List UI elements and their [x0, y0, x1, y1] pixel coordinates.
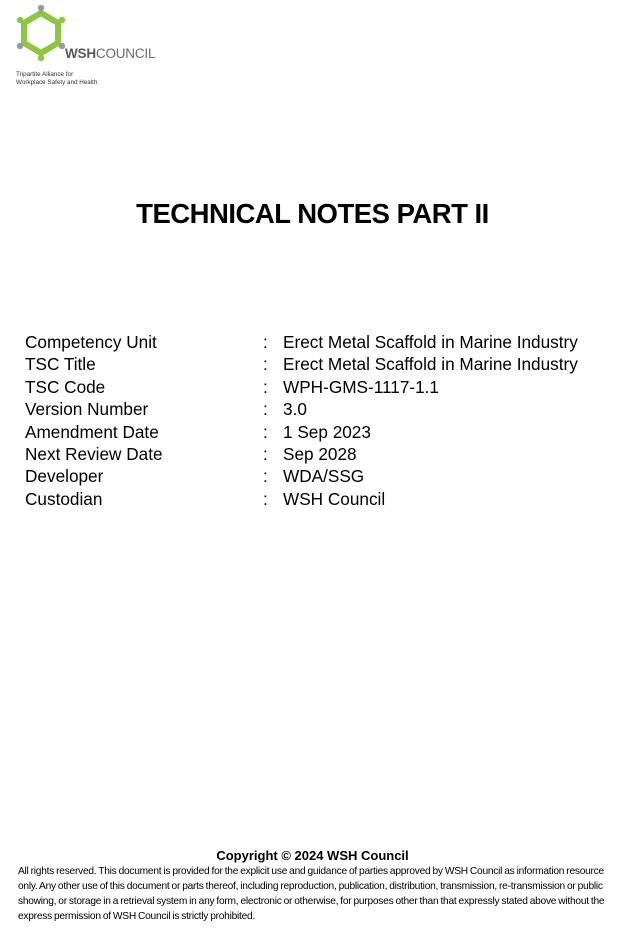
copyright-heading: Copyright © 2024 WSH Council: [216, 848, 409, 863]
detail-separator: :: [263, 376, 268, 397]
logo-tagline-line2: Workplace Safety and Health: [16, 79, 98, 86]
logo-tagline-line1: Tripartite Alliance for: [16, 71, 74, 78]
detail-separator: :: [263, 399, 268, 420]
detail-separator: :: [263, 466, 268, 487]
detail-label: TSC Title: [25, 354, 96, 375]
detail-row-tsc-title: [25, 353, 620, 375]
detail-label: Custodian: [25, 488, 103, 509]
detail-value: Erect Metal Scaffold in Marine Industry: [283, 354, 578, 375]
wsh-hexagon-icon: [15, 5, 67, 67]
detail-value: WSH Council: [283, 488, 386, 509]
detail-value: WPH-GMS-1117-1.1: [283, 376, 439, 397]
detail-separator: :: [263, 421, 268, 442]
logo-word-light: COUNCIL: [95, 46, 156, 61]
logo-tagline: [16, 71, 97, 87]
detail-row-amendment-date: [25, 421, 620, 443]
rights-notice: All rights reserved. This document is provided for the explicit use and guidance of parties approved by WSH Council as information resource only. Any other use of this document or parts thereof, including reproduction, publication, distribution, transmission, re-transmission or public showing, or storage in a retrieval system in any form, electronic or otherwise, for purposes other than that expressly stated above without the express permission of WSH Council is strictly prohibited.: [18, 866, 605, 922]
detail-value: Sep 2028: [283, 443, 357, 464]
logo-word-bold: WSH: [65, 46, 96, 61]
detail-separator: :: [263, 488, 268, 509]
document-details-table: [25, 331, 620, 510]
wsh-council-logo: [15, 5, 175, 90]
detail-label: Competency Unit: [25, 332, 157, 352]
detail-value: 3.0: [283, 399, 307, 420]
detail-label: TSC Code: [25, 376, 106, 397]
detail-label: Amendment Date: [25, 421, 159, 442]
detail-row-competency-unit: [25, 331, 620, 353]
detail-separator: :: [263, 443, 268, 464]
detail-value: Erect Metal Scaffold in Marine Industry: [283, 332, 578, 352]
detail-value: WDA/SSG: [283, 466, 365, 487]
detail-value: 1 Sep 2023: [283, 421, 371, 442]
document-title: TECHNICAL NOTES PART II: [136, 198, 489, 229]
detail-separator: :: [263, 332, 268, 352]
detail-row-developer: [25, 465, 620, 487]
detail-row-version-number: [25, 398, 620, 420]
logo-wordmark: [65, 46, 155, 61]
detail-label: Developer: [25, 466, 104, 487]
detail-row-tsc-code: [25, 376, 620, 398]
detail-label: Version Number: [25, 399, 149, 420]
detail-separator: :: [263, 354, 268, 375]
detail-row-next-review-date: [25, 443, 620, 465]
detail-row-custodian: [25, 488, 620, 510]
detail-label: Next Review Date: [25, 443, 163, 464]
